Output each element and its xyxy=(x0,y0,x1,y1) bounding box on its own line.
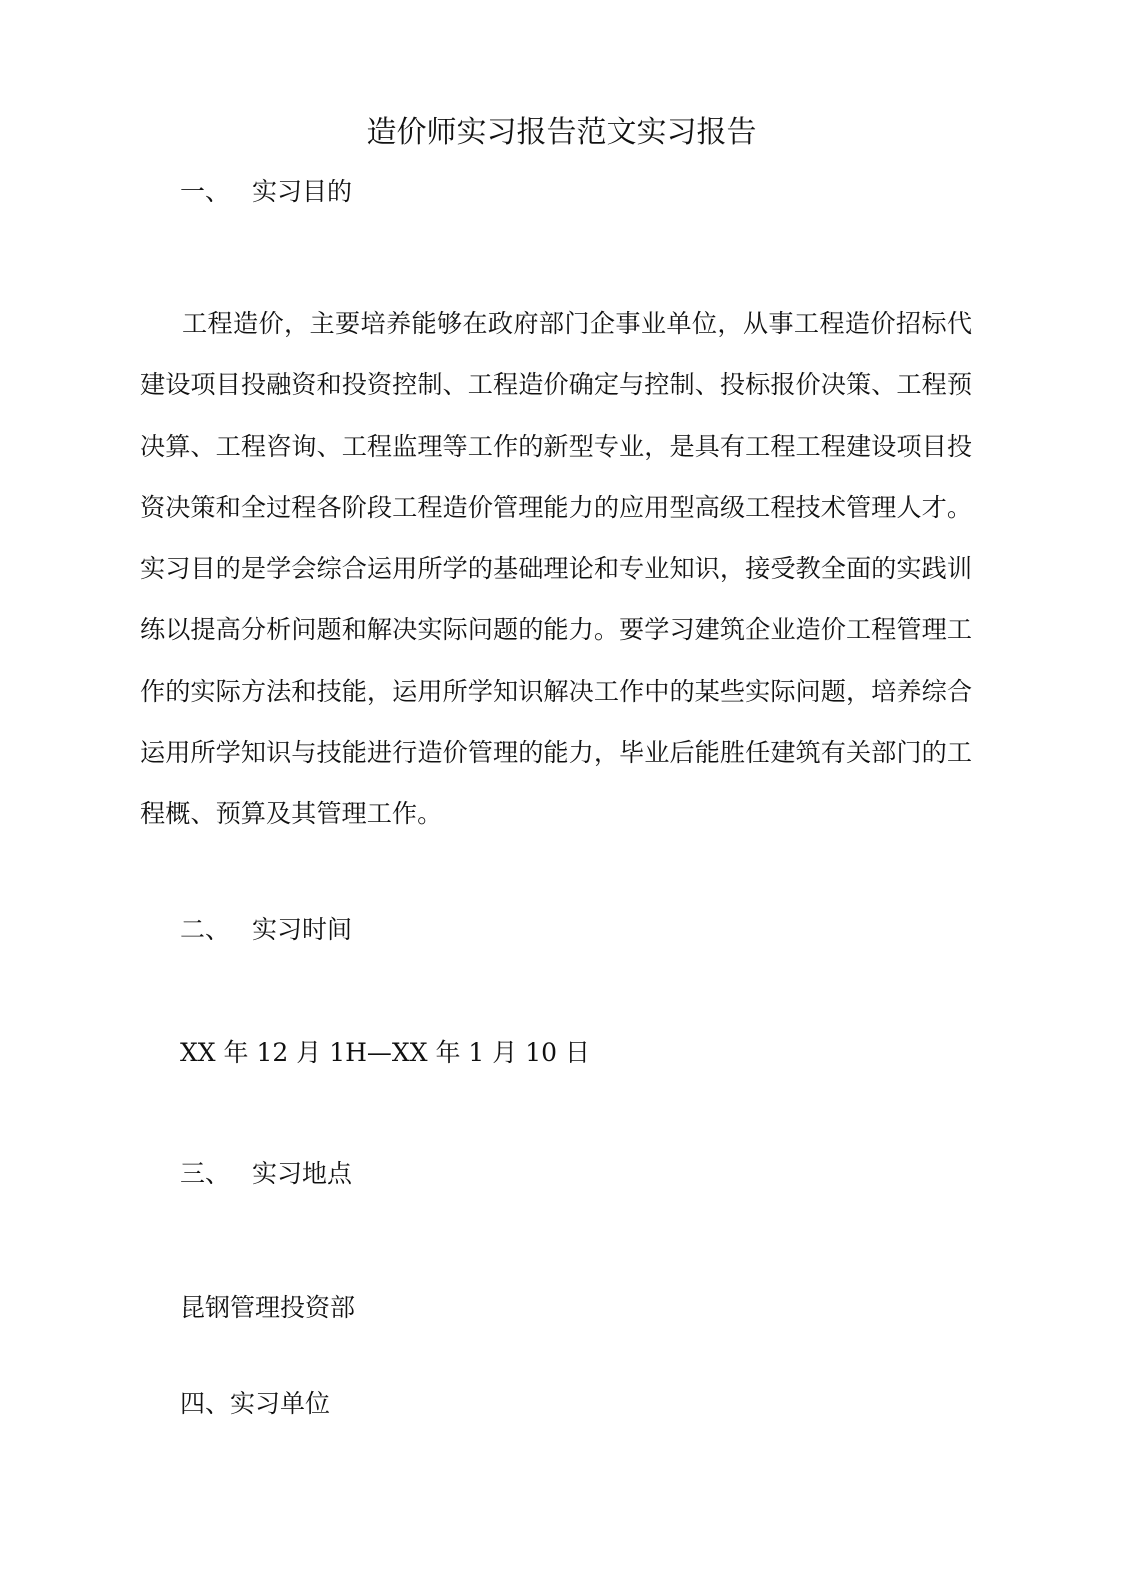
section-number: 二、 xyxy=(180,915,231,944)
section-body-location: 昆钢管理投资部 xyxy=(180,1293,356,1322)
section-title: 实习目的 xyxy=(252,177,353,206)
section-number: 一、 xyxy=(180,177,231,206)
section-title: 实习时间 xyxy=(252,915,353,944)
section-title: 实习地点 xyxy=(252,1159,353,1188)
section-heading-unit xyxy=(180,1384,330,1424)
section-body-time: XX 年 12 月 1H—XX 年 1 月 10 日 xyxy=(180,1038,590,1067)
section-title: 实习单位 xyxy=(230,1389,331,1418)
document-title: 造价师实习报告范文实习报告 xyxy=(366,115,757,150)
section-number: 四、 xyxy=(180,1389,231,1418)
section-heading-time xyxy=(180,910,352,950)
section-heading-purpose xyxy=(180,172,352,212)
section-heading-location xyxy=(180,1154,352,1194)
section-number: 三、 xyxy=(180,1159,231,1188)
section-body-purpose: 工程造价，主要培养能够在政府部门企事业单位，从事工程造价招标代建设项目投融资和投资控制、工程造价确定与控制、投标报价决策、工程预决算、工程咨询、工程监理等工作的新型专业，是具有工程工程建设项目投资决策和全过程各阶段工程造价管理能力的应用型高级工程技术管理人才。实习目的是学会综合运用所学的基础理论和专业知识，接受教全面的实践训练以提高分析问题和解决实际问题的能力。要学习建筑企业造价工程管理工作的实际方法和技能，运用所学知识解决工作中的某些实际问题，培养综合运用所学知识与技能进行造价管理的能力，毕业后能胜任建筑有关部门的工程概、预算及其管理工作。 xyxy=(140,309,972,829)
